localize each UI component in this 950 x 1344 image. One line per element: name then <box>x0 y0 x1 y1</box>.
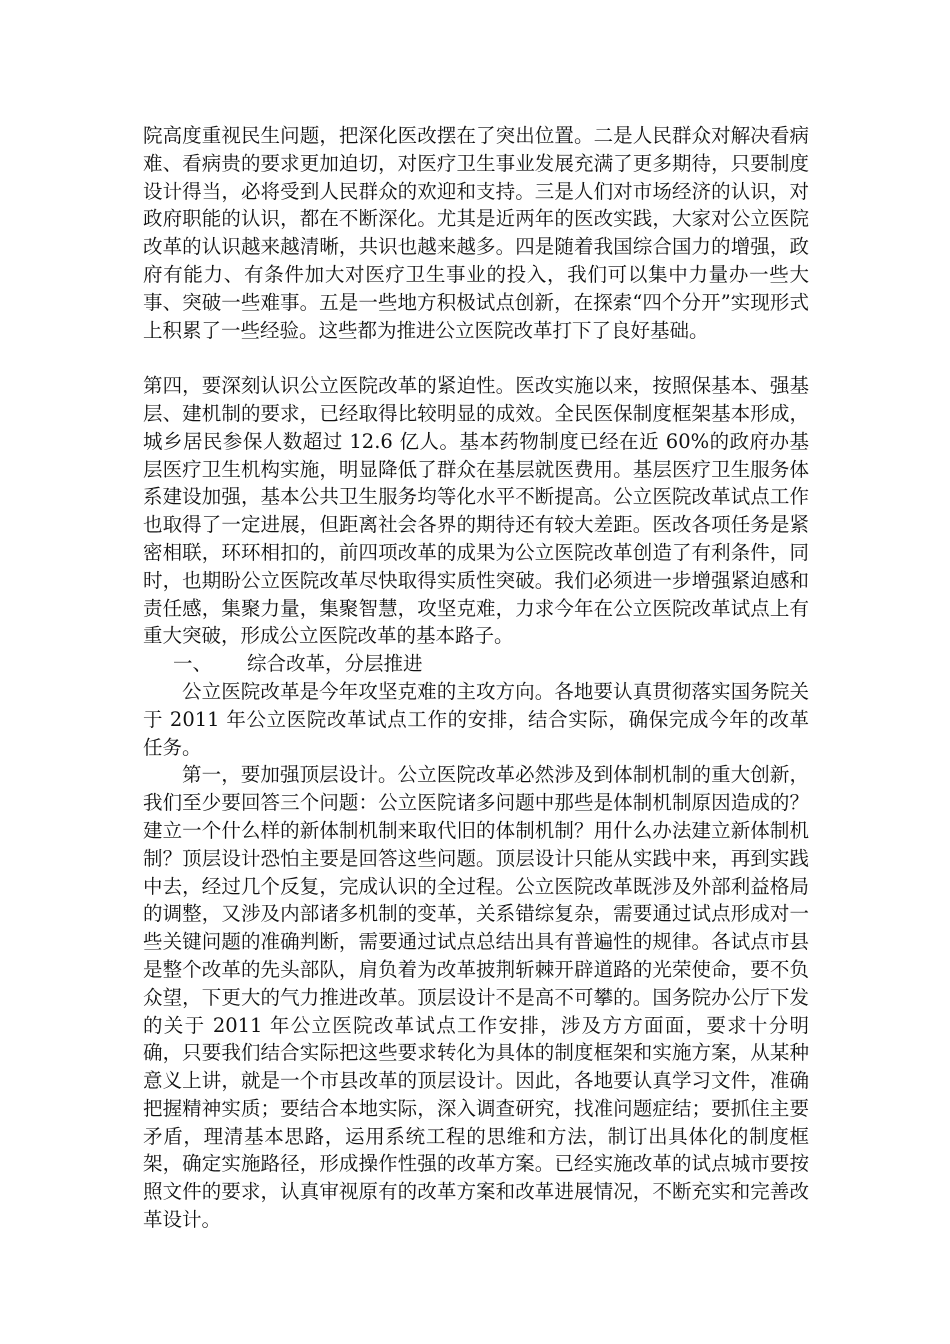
section-heading-title: 综合改革，分层推进 <box>247 652 423 676</box>
paragraph-main-direction: 公立医院改革是今年攻坚克难的主攻方向。各地要认真贯彻落实国务院关于 2011 年公立医院改革试点工作的安排，结合实际，确保完成今年的改革任务。 <box>143 679 809 759</box>
paragraph-continuation: 院高度重视民生问题，把深化医改摆在了突出位置。二是人民群众对解决看病难、看病贵的要求更加迫切，对医疗卫生事业发展充满了更多期待，只要制度设计得当，必将受到人民群众的欢迎和支持。三是人们对市场经济的认识，对政府职能的认识，都在不断深化。尤其是近两年的医改实践，大家对公立医院改革的认识越来越清晰，共识也越来越多。四是随着我国综合国力的增强，政府有能力、有条件加大对医疗卫生事业的投入，我们可以集中力量办一些大事、突破一些难事。五是一些地方积极试点创新，在探索“四个分开”实现形式上积累了一些经验。这些都为推进公立医院改革打下了良好基础。 <box>143 124 809 342</box>
section-heading <box>143 650 809 678</box>
paragraph-urgency: 第四，要深刻认识公立医院改革的紧迫性。医改实施以来，按照保基本、强基层、建机制的要求，已经取得比较明显的成效。全民医保制度框架基本形成，城乡居民参保人数超过 12.6 亿人。基本药物制度已经在近 60%的政府办基层医疗卫生机构实施，明显降低了群众在基层就医费用。基层医疗卫生服务体系建设加强，基本公共卫生服务均等化水平不断提高。公立医院改革试点工作也取得了一定进展，但距离社会各界的期待还有较大差距。医改各项任务是紧密相联，环环相扣的，前四项改革的成果为公立医院改革创造了有利条件，同时，也期盼公立医院改革尽快取得实质性突破。我们必须进一步增强紧迫感和责任感，集聚力量，集聚智慧，攻坚克难，力求今年在公立医院改革试点上有重大突破，形成公立医院改革的基本路子。 <box>143 374 809 648</box>
paragraph-top-level-design: 第一，要加强顶层设计。公立医院改革必然涉及到体制机制的重大创新，我们至少要回答三个问题：公立医院诸多问题中那些是体制机制原因造成的？建立一个什么样的新体制机制来取代旧的体制机制？用什么办法建立新体制机制？顶层设计恐怕主要是回答这些问题。顶层设计只能从实践中来，再到实践中去，经过几个反复，完成认识的全过程。公立医院改革既涉及外部利益格局的调整，又涉及内部诸多机制的变革，关系错综复杂，需要通过试点形成对一些关键问题的准确判断，需要通过试点总结出具有普遍性的规律。各试点市县是整个改革的先头部队，肩负着为改革披荆斩棘开辟道路的光荣使命，要不负众望，下更大的气力推进改革。顶层设计不是高不可攀的。国务院办公厅下发的关于 2011 年公立医院改革试点工作安排，涉及方方面面，要求十分明确，只要我们结合实际把这些要求转化为具体的制度框架和实施方案，从某种意义上讲，就是一个市县改革的顶层设计。因此，各地要认真学习文件，准确把握精神实质；要结合本地实际，深入调查研究，找准问题症结；要抓住主要矛盾，理清基本思路，运用系统工程的思维和方法，制订出具体化的制度框架，确定实施路径，形成操作性强的改革方案。已经实施改革的试点城市要按照文件的要求，认真审视原有的改革方案和改革进展情况，不断充实和完善改革设计。 <box>143 763 809 1232</box>
paragraph-spacer <box>143 344 809 372</box>
section-heading-number: 一、 <box>173 652 213 676</box>
document-body <box>143 122 809 1234</box>
